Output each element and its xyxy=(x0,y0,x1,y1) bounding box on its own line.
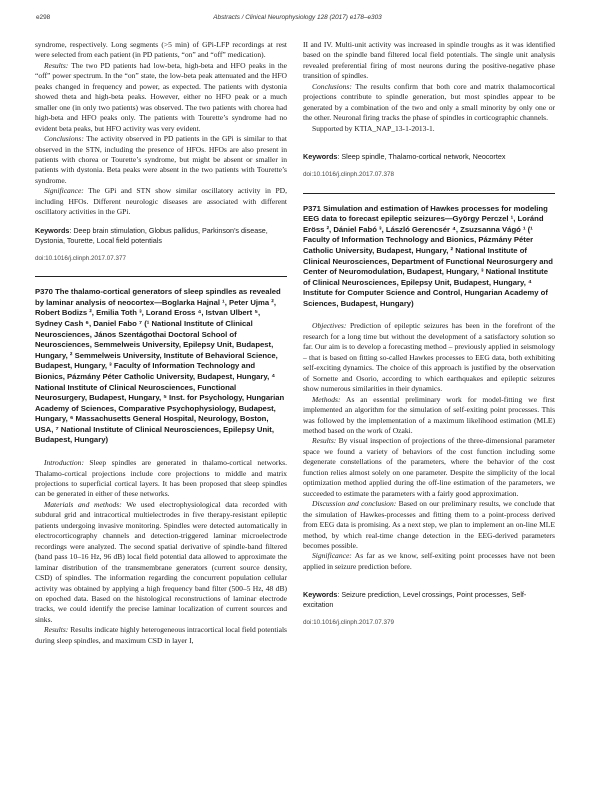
r-methods-text: As an essential preliminary work for model-fitting we first implemented an algorithm for the simulation of self-exiting point processes. This was followed by the implementation of a maximum likelihood estimation (MLE) method based on the work of Ozaki. xyxy=(303,394,555,435)
r-keywords2-label: Keywords xyxy=(303,590,338,600)
page-number: e298 xyxy=(36,14,51,21)
abstract-title-p371: P371 Simulation and estimation of Hawkes processes for modeling EEG data to forecast epileptic seizures—György Perczel ¹, Loránd Eröss ², Dániel Fabó ³, László Gerencsér ⁴, Zsuzsanna Vágó ¹ (¹ Faculty of Information Technology and Bionics, Pázmány Péter Catholic University, Budapest, Hungary, ² National Institute of Clinical Neurosciences, Department of Functional Neurosurgery and Center of Neuromodulation, Budapest, Hungary, ³ National Institute of Clinical Neurosciences, Epilepsy Unit, Budapest, Hungary, ⁴ Institute for Computer Science and Control, Hungarian Academy of Sciences, Budapest, Hungary) xyxy=(303,203,553,308)
r-methods-paragraph xyxy=(303,395,555,437)
r-doi-link[interactable]: doi:10.1016/j.clinph.2017.07.378 xyxy=(303,171,395,179)
r-results-label: Results: xyxy=(312,436,337,446)
significance-text: The GPi and STN show similar oscillatory activity in PD, including HFOs. Different neurologic diseases are associated with different oscillatory activities in the GPi. xyxy=(35,186,287,217)
objectives-label: Objectives: xyxy=(312,321,347,331)
discussion-label: Discussion and conclusion: xyxy=(312,499,397,509)
results-text: The two PD patients had low-beta, high-beta and HFO peaks in the “off” power spectrum. In the “on” state, the low-beta peak attenuated and the HFO peaks changed in frequency and power, as expected. The patients with dystonia showed theta and high-beta peaks. However, either no HFO peak or a much smaller one (in only two patients) was observed. The two patients with chorea had high-beta and HFO peaks only. The patients with Tourette’s syndrome had no evident beta peaks, but HFO activity was very evident. xyxy=(35,60,287,133)
results2-text: Results indicate highly heterogeneous intracortical local field potentials during sleep spindles, and maximum CSD in layer I, xyxy=(35,625,287,645)
r-significance-text: As far as we know, self-exiting point processes have not been applied in seizure prediction before. xyxy=(303,551,555,571)
section-divider xyxy=(35,276,287,277)
results-paragraph xyxy=(35,61,287,134)
r-significance-paragraph xyxy=(303,551,555,572)
r-conclusions-text: The results confirm that both core and matrix thalamocortical projections contribute to spindle generation, but most spindles appear to be generated by a combination of the two and only a small minority by only one or the other. Neuronal firing tracks the phase of spindles in corticographic channels. xyxy=(303,81,555,123)
r-methods-label: Methods: xyxy=(312,394,341,404)
abstract-continuation: syndrome, respectively. Long segments (>5 min) of GPi-LFP recordings at rest were selected from each patient (in PD patients, “on” and “off” medication). xyxy=(35,40,287,60)
objectives-text: Prediction of epileptic seizures has been in the forefront of the research for a long time but without the development of a satisfactory solution so far. Our aim is to develop a forecasting method – previously applied in seismology – that is based on fitting so-called Hawkes processes to EEG data, both exhibiting self-exciting dynamics. The choice of this approach is justified by the observation of Sornette and Osorio, according to which earthquakes and epileptic seizures show numerous similarities in their dynamics. xyxy=(303,321,555,394)
results2-label: Results: xyxy=(44,625,69,635)
r-keywords-text: : Sleep spindle, Thalamo-cortical network, Neocortex xyxy=(337,152,506,162)
r-doi2-link[interactable]: doi:10.1016/j.clinph.2017.07.379 xyxy=(303,619,395,627)
r-keywords2 xyxy=(303,590,555,610)
r-conclusions-label: Conclusions: xyxy=(312,81,352,91)
conclusions-text: The activity observed in PD patients in the GPi is similar to that observed in the STN, including the presence of HFOs. HFOs are also present in patients with chorea or Tourette’s syndrome, but might be absent or smaller in patients with dystonia. Beta peaks were absent in the two patients with Tourette’s syndrome. xyxy=(35,134,287,185)
discussion-text: Based on our preliminary results, we conclude that the simulation of Hawkes-processes and fitting them to a point-process derived from EEG data is promising. As a next step, we plan to implement an on-line MLE method, by which real-time change detection in the EEG-derived parameters becomes possible. xyxy=(303,499,555,550)
methods-label: Materials and methods: xyxy=(44,499,122,509)
r-conclusions-paragraph xyxy=(303,82,555,124)
methods-paragraph xyxy=(35,500,287,625)
r-significance-label: Significance: xyxy=(312,551,352,561)
introduction-label: Introduction: xyxy=(44,458,84,468)
keywords-text: : Deep brain stimulation, Globus pallidus, Parkinson’s disease, Dystonia, Tourette, Local field potentials xyxy=(35,225,268,245)
conclusions-label: Conclusions: xyxy=(44,134,84,144)
r-keywords-label: Keywords xyxy=(303,152,338,162)
results-label: Results: xyxy=(44,60,69,70)
keywords xyxy=(35,226,287,246)
significance-label: Significance: xyxy=(44,186,84,196)
support-line: Supported by KTIA_NAP_13-1-2013-1. xyxy=(312,123,435,133)
left-column xyxy=(35,40,287,646)
r-results-paragraph xyxy=(303,436,555,499)
introduction-text: Sleep spindles are generated in thalamo-cortical networks. Thalamo-cortical projections include core projections to middle and matrix projections to superficial cortical layers. It has been proposed that sleep spindles can be generated in either of these networks. xyxy=(35,458,287,499)
r-section-divider xyxy=(303,193,555,194)
conclusions-paragraph xyxy=(35,134,287,186)
right-column xyxy=(303,40,555,629)
r-keywords xyxy=(303,152,555,162)
keywords-label: Keywords xyxy=(35,225,70,235)
abstract-title-p370: P370 The thalamo-cortical generators of sleep spindles as revealed by laminar analysis of neocortex—Boglarka Hajnal ¹, Peter Ujma ², Robert Bodizs ², Emilia Toth ³, Lorand Eross ⁴, Istvan Ulbert ⁵, Sydney Cash ⁶, Daniel Fabo ⁷ (¹ National Institute of Clinical Neurosciences, János Szentágothai Doctoral School of Neurosciences, Semmelweis University, Epilepsy Unit, Budapest, Hungary, ² Semmelweis University, Institute of Behavioral Science, Budapest, Hungary, ³ Faculty of Information Technology and Bionics, Pázmány Péter Catholic University, Budapest, Hungary, ⁴ National Institute of Clinical Neurosciences, Functional Neurosurgery, Budapest, Hungary, ⁵ Inst. for Psychology, Hungarian Academy of Sciences, Comparative Psychophysiology, Budapest, Hungary, ⁶ Massachusetts General Hospital, Neurology, Boston, USA, ⁷ National Institute of Clinical Neurosciences, Epilepsy Unit, Budapest, Hungary) xyxy=(35,287,285,445)
methods-text: We used electrophysiological data recorded with subdural grid and intracortical multielectrodes in five therapy-resistant epileptic patients undergoing invasive monitoring. Spindles were detected automatically in electrocorticography channels and detection-triggered laminar microelectrode recordings were analyzed. The second spatial derivative of spindle-band filtered (band pass 10–16 Hz, 96 dB) local field potential data allowed to approximate the laminar distribution of the transmembrane generators (current source density, CSD) of spindles. The information regarding the concurrent population cellular activity was obtained by applying a high frequency band filter (500–5 Hz, 48 dB) on epoched data. Based on the histological reconstructions of laminar electrode tracks, we could identify the precise laminar localization of current sources and sinks. xyxy=(35,499,287,624)
discussion-paragraph xyxy=(303,499,555,551)
running-header xyxy=(36,14,559,26)
r-results-text: By visual inspection of projections of the three-dimensional parameter space we found a variety of behaviors of the cost function including some degenerate constellations of the parameters, where the behavior of the cost function relies almost solely on one parameter. Despite the simplicity of the local optimization method applied during the off-line estimation of the parameters, we succeeded to estimate the parameters with a fairly good approximation. xyxy=(303,436,555,498)
journal-citation: Abstracts / Clinical Neurophysiology 128 (2017) e178–e303 xyxy=(213,14,382,21)
p370-continuation: II and IV. Multi-unit activity was increased in spindle troughs as it was identified based on the spindle band filtered local field potentials. The single unit analysis revealed preferential firing of most neurons during the positive-negative phase transition of spindles. xyxy=(303,40,555,81)
significance-paragraph xyxy=(35,186,287,217)
doi-link[interactable]: doi:10.1016/j.clinph.2017.07.377 xyxy=(35,254,127,262)
introduction-paragraph xyxy=(35,458,287,500)
r-keywords2-text: : Seizure prediction, Level crossings, Point processes, Self-excitation xyxy=(303,590,527,610)
results2-paragraph xyxy=(35,625,287,646)
objectives-paragraph xyxy=(303,321,555,394)
